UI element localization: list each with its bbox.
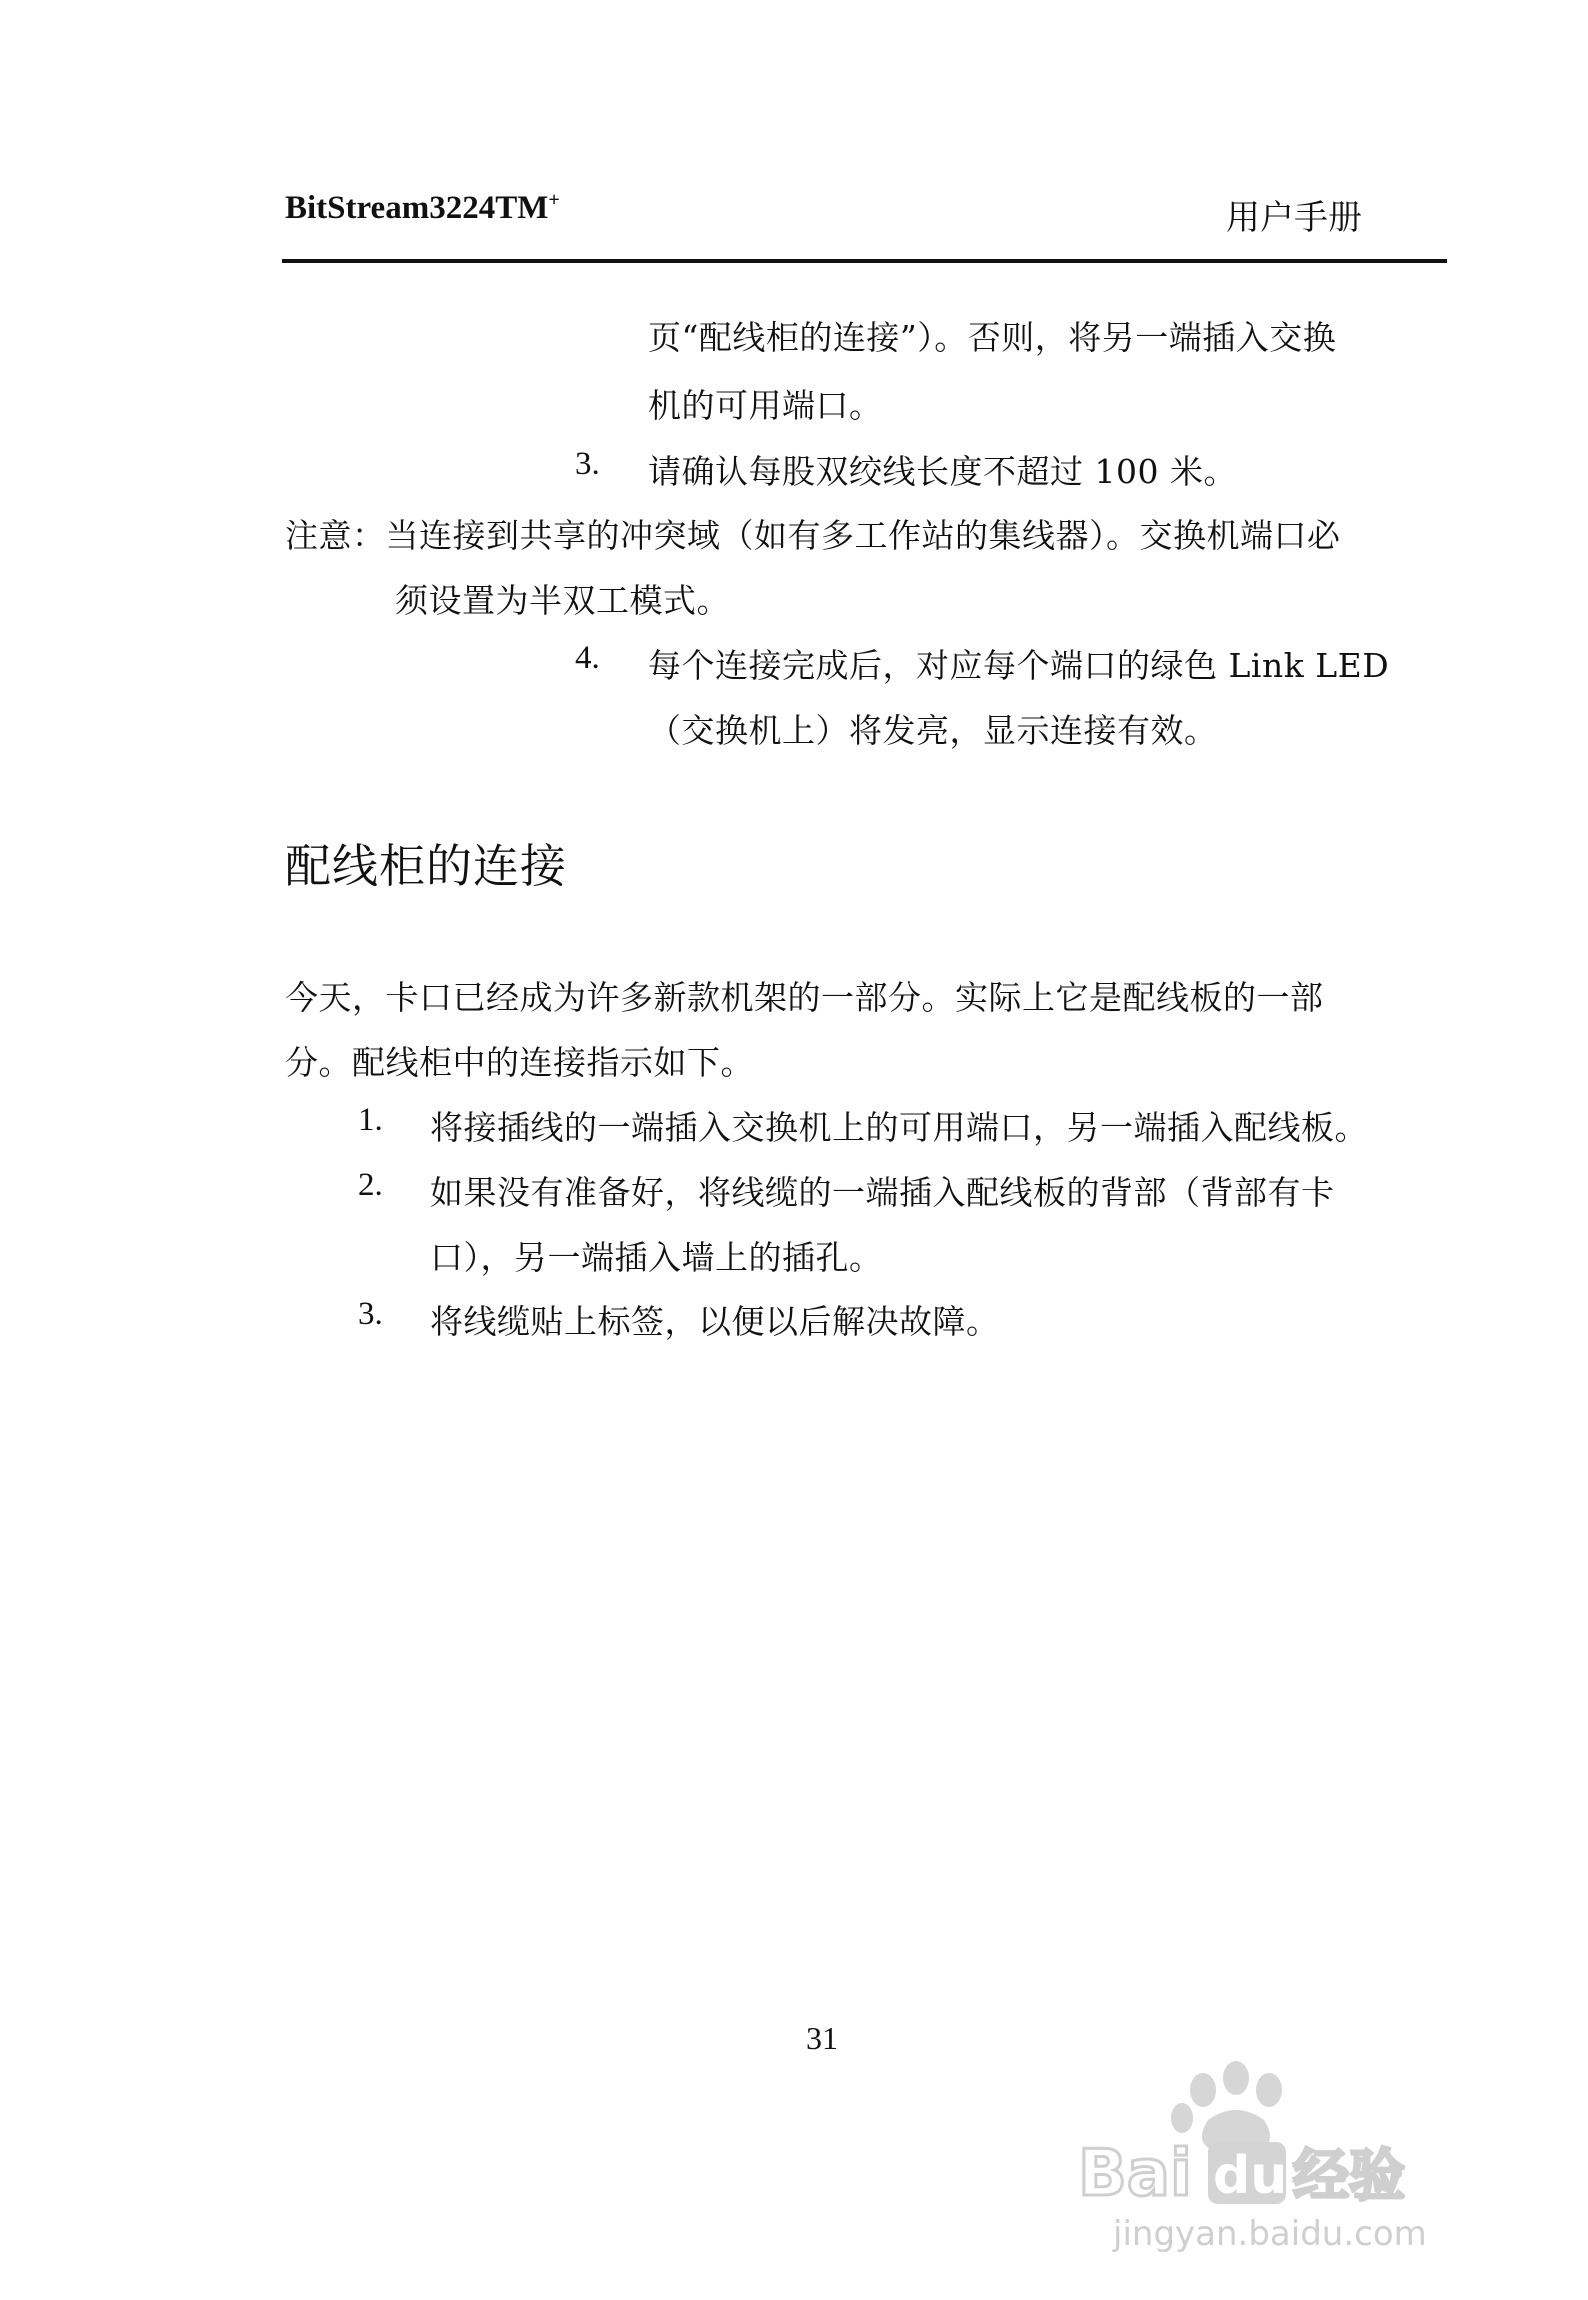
list-item-2-line-1: 如果没有准备好，将线缆的一端插入配线板的背部（背部有卡 [430, 1173, 1335, 1212]
list-item-2-number: 2. [358, 1167, 383, 1203]
list-item-2-line-2: 口），另一端插入墙上的插孔。 [430, 1238, 883, 1277]
intro-line-2: 分。配线柜中的连接指示如下。 [285, 1043, 754, 1082]
product-name: BitStream3224TM [285, 190, 549, 226]
note-line-2: 须设置为半双工模式。 [395, 581, 730, 620]
page-number: 31 [806, 2020, 838, 2056]
section-heading: 配线柜的连接 [285, 839, 567, 893]
intro-line-1: 今天，卡口已经成为许多新款机架的一部分。实际上它是配线板的一部 [285, 978, 1324, 1017]
note-line-1: 注意：当连接到共享的冲突域（如有多工作站的集线器）。交换机端口必 [285, 516, 1341, 555]
list-item-3-text: 将线缆贴上标签，以便以后解决故障。 [430, 1302, 1000, 1341]
running-header-product [285, 190, 560, 227]
continuation-line-2: 机的可用端口。 [648, 386, 883, 425]
product-name-superscript: + [548, 189, 560, 211]
step-3-text: 请确认每股双绞线长度不超过 100 米。 [648, 452, 1237, 491]
header-rule [282, 259, 1447, 263]
list-item-1-number: 1. [358, 1102, 383, 1138]
svg-text:经验: 经验 [1293, 2144, 1405, 2209]
list-item-3-number: 3. [358, 1296, 383, 1332]
baidu-jingyan-watermark [1058, 2060, 1488, 2260]
step-4-number: 4. [575, 640, 600, 676]
list-item-1-text: 将接插线的一端插入交换机上的可用端口，另一端插入配线板。 [430, 1108, 1368, 1147]
paw-icon [1058, 2060, 1488, 2260]
svg-text:du: du [1213, 2146, 1288, 2206]
continuation-line-1: 页“配线柜的连接”）。否则，将另一端插入交换 [648, 318, 1337, 357]
watermark-url: jingyan.baidu.com [1113, 2214, 1427, 2254]
step-4-line-1: 每个连接完成后，对应每个端口的绿色 Link LED [648, 646, 1390, 685]
svg-text:Bai: Bai [1078, 2137, 1192, 2211]
step-4-line-2: （交换机上）将发亮，显示连接有效。 [648, 711, 1218, 750]
step-3-number: 3. [575, 446, 600, 482]
running-header-title: 用户手册 [1226, 198, 1362, 238]
